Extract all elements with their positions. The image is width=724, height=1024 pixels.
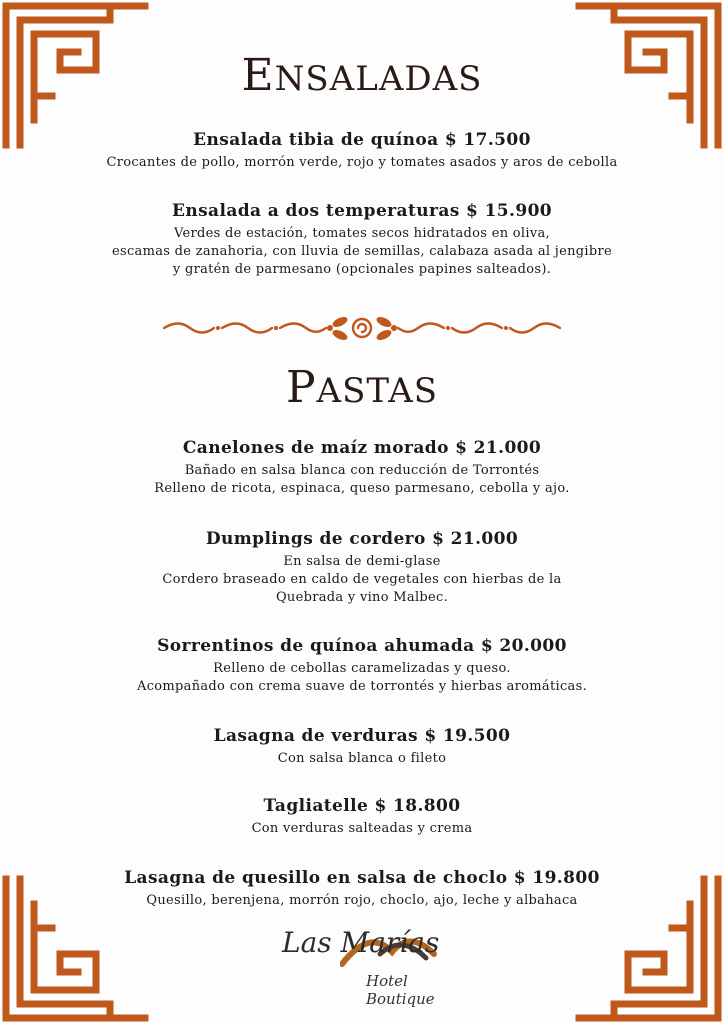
- section-title-pastas: PASTAS: [285, 362, 439, 413]
- menu-item-name: Dumplings de cordero $ 21.000: [205, 529, 519, 549]
- menu-item: [0, 794, 724, 838]
- menu-item: [0, 724, 724, 768]
- ornamental-divider: [160, 310, 564, 346]
- logo-name: Las Marías: [282, 926, 440, 959]
- menu-item-description: En salsa de demi-glase Cordero braseado en caldo de vegetales con hierbas de la Quebrada y vino Malbec.: [162, 554, 562, 605]
- menu-item-description: Verdes de estación, tomates secos hidratados en oliva, escamas de zanahoria, con lluvia de semillas, calabaza asada al jengibre y gratén de parmesano (opcionales papines salteados).: [112, 226, 612, 277]
- menu-item-name: Sorrentinos de quínoa ahumada $ 20.000: [157, 636, 567, 656]
- menu-item-name: Canelones de maíz morado $ 21.000: [182, 438, 542, 458]
- menu-item-description: Quesillo, berenjena, morrón rojo, choclo, ajo, leche y albahaca: [146, 893, 578, 908]
- menu-item-name: Lasagna de verduras $ 19.500: [213, 726, 511, 746]
- menu-item-name: Ensalada tibia de quínoa $ 17.500: [193, 130, 531, 150]
- menu-item-name: Ensalada a dos temperaturas $ 15.900: [171, 201, 553, 221]
- menu-item: [0, 199, 724, 279]
- menu-item-description: Bañado en salsa blanca con reducción de Torrontés Relleno de ricota, espinaca, queso parmesano, cebolla y ajo.: [154, 463, 570, 496]
- menu-item: [0, 634, 724, 696]
- menu-item: [0, 128, 724, 172]
- logo-subtitle: Hotel Boutique: [366, 972, 435, 1008]
- menu-item: [0, 436, 724, 498]
- menu-item-description: Relleno de cebollas caramelizadas y queso. Acompañado con crema suave de torrontés y hierbas aromáticas.: [137, 661, 587, 694]
- menu-item-description: Con verduras salteadas y crema: [251, 821, 473, 836]
- menu-item: [0, 866, 724, 910]
- menu-item-name: Lasagna de quesillo en salsa de choclo $ 19.800: [124, 868, 600, 888]
- menu-item: [0, 527, 724, 607]
- section-title-ensaladas: ENSALADAS: [241, 50, 483, 101]
- hotel-logo: [270, 920, 480, 1008]
- menu-item-name: Tagliatelle $ 18.800: [263, 796, 461, 816]
- menu-item-description: Crocantes de pollo, morrón verde, rojo y tomates asados y aros de cebolla: [106, 155, 618, 170]
- menu-item-description: Con salsa blanca o fileto: [277, 751, 447, 766]
